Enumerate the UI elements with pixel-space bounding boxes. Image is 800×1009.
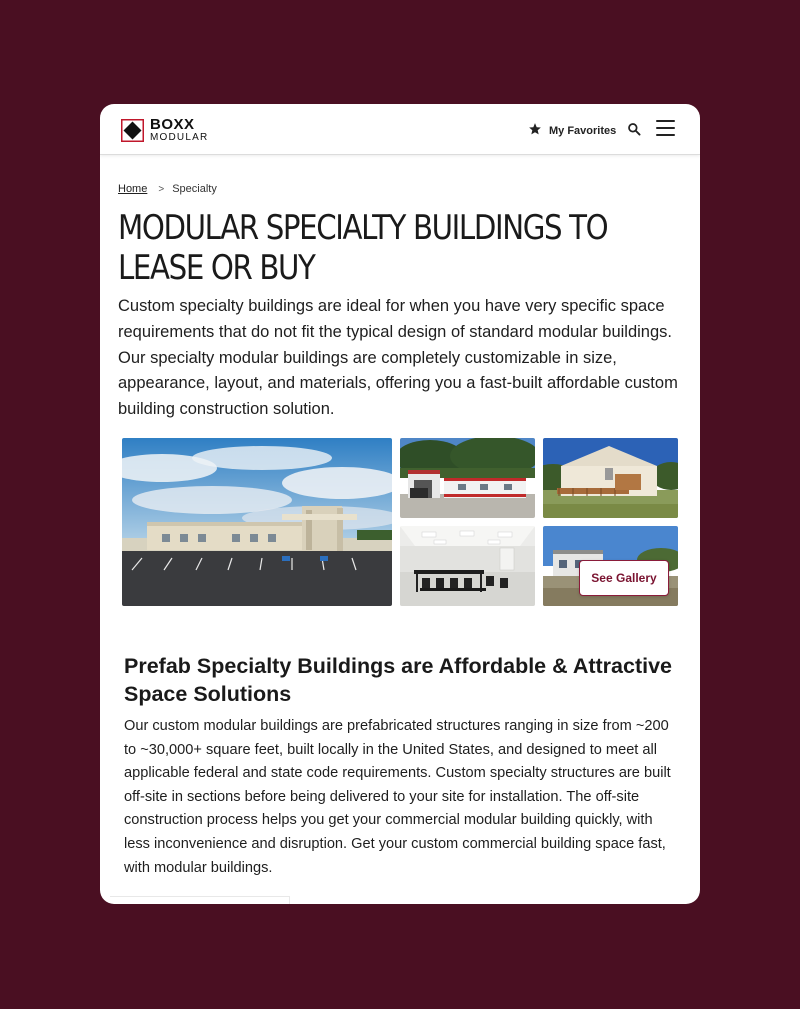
breadcrumb-home-link[interactable]: Home xyxy=(118,183,148,195)
gallery-photo-main[interactable] xyxy=(122,438,392,606)
logo[interactable] xyxy=(121,117,208,143)
logo-word-modular: MODULAR xyxy=(150,132,209,143)
gallery-photo-interior[interactable] xyxy=(400,526,535,606)
gallery-photo-modular-unit[interactable] xyxy=(400,438,535,518)
page-title: MODULAR SPECIALTY BUILDINGS TO LEASE OR BUY xyxy=(118,208,608,288)
floating-panel-edge xyxy=(110,896,290,904)
breadcrumb-separator: > xyxy=(158,183,165,195)
search-icon[interactable] xyxy=(627,121,641,140)
star-icon xyxy=(528,121,542,140)
see-gallery-button[interactable]: See Gallery xyxy=(579,560,669,596)
hamburger-menu-icon[interactable] xyxy=(656,120,675,137)
gallery-photo-ramp-building[interactable] xyxy=(543,438,678,518)
page-frame xyxy=(100,104,700,904)
my-favorites-label: My Favorites xyxy=(549,124,617,137)
intro-paragraph: Custom specialty buildings are ideal for when you have very specific space requirements that do not fit the typical design of standard modular buildings. Our specialty modular buildings are completely customizable in size, appearance, layout, and materials, offering you a fast-built affordable custom building construction solution. xyxy=(118,297,678,419)
section-body: Our custom modular buildings are prefabricated structures ranging in size from ~200 to ~30,000+ square feet, built locally in the United States, and designed to meet all applicable federal and state code requirements. Custom specialty structures are built off-site in sections before being delivered to your site for installation. The off-site construction process helps you get your commercial modular building quickly, with less inconvenience and disruption. Get your custom commercial building space fast, with modular buildings. xyxy=(124,718,671,876)
logo-text xyxy=(150,117,208,143)
breadcrumb-current: Specialty xyxy=(172,183,217,195)
section-heading: Prefab Specialty Buildings are Affordable & Attractive Space Solutions xyxy=(124,654,672,706)
breadcrumb xyxy=(118,183,217,195)
logo-word-boxx: BOXX xyxy=(150,116,195,133)
my-favorites-link[interactable] xyxy=(528,121,616,140)
site-header xyxy=(100,104,700,155)
logo-mark-icon xyxy=(121,119,144,142)
